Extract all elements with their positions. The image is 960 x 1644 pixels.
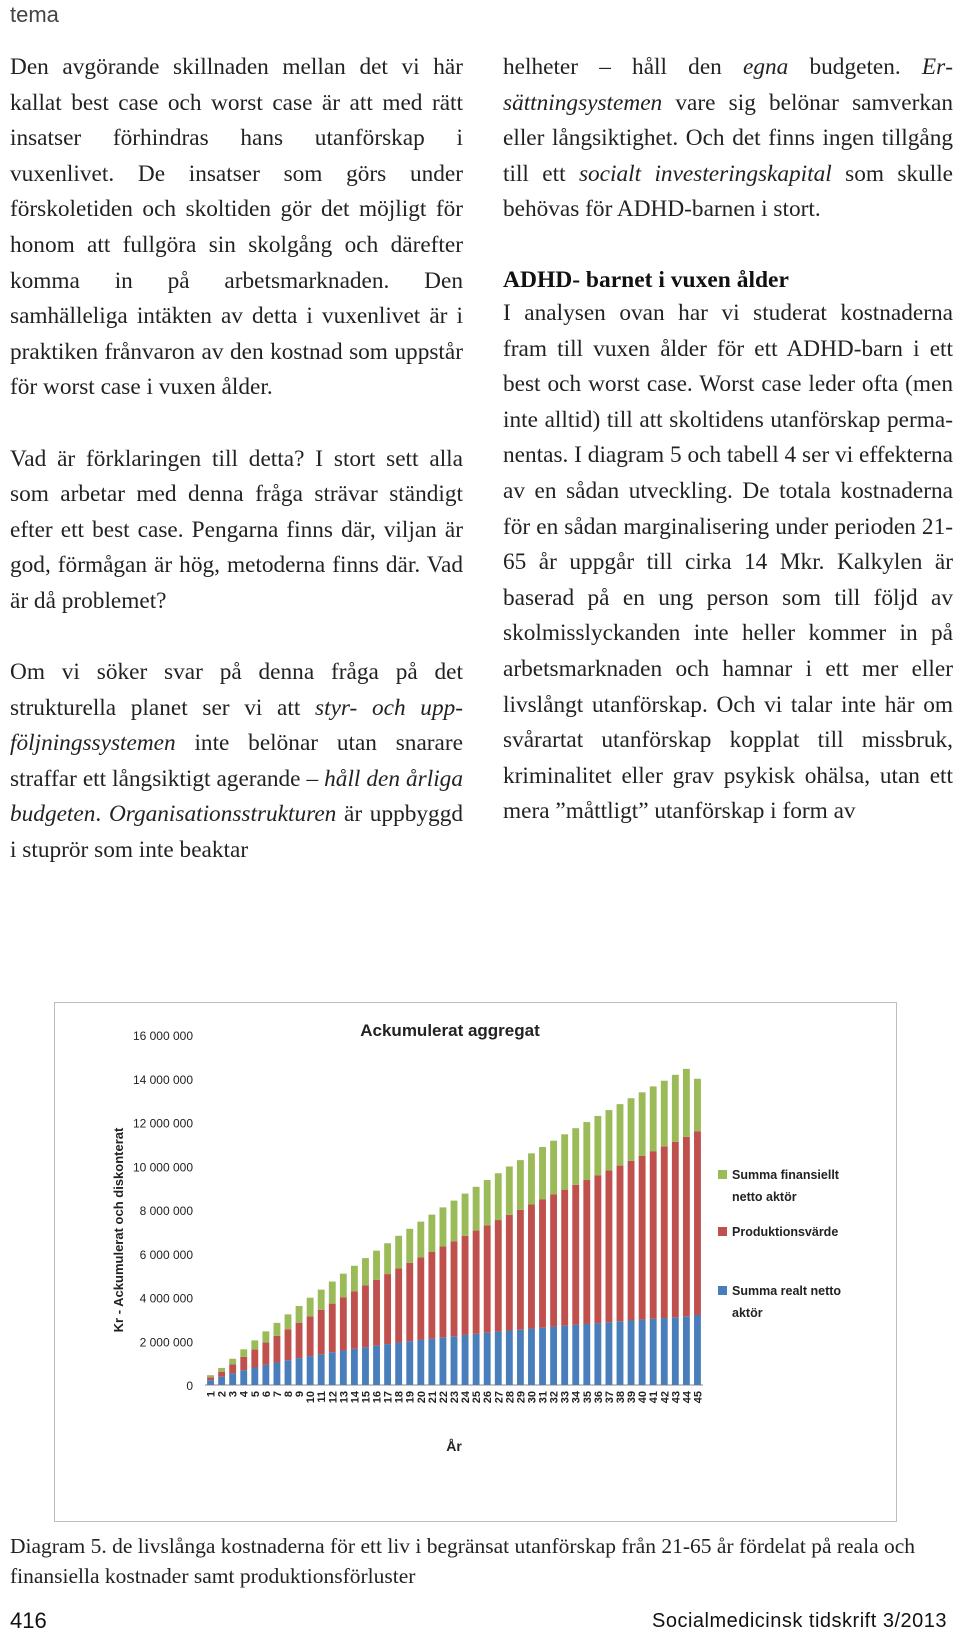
bar-segment — [451, 1241, 458, 1336]
bar-segment — [572, 1185, 579, 1325]
bar-segment — [207, 1375, 214, 1377]
x-tick-label: 36 — [592, 1391, 605, 1404]
x-tick-label: 17 — [382, 1391, 395, 1404]
stacked-bar-chart — [55, 1003, 896, 1521]
bar-segment — [650, 1319, 657, 1385]
bar-segment — [672, 1142, 679, 1317]
bar-segment — [373, 1280, 380, 1346]
bar-segment — [240, 1370, 247, 1385]
bar-segment — [218, 1372, 225, 1377]
bar-segment — [594, 1175, 601, 1323]
bar-segment — [318, 1354, 325, 1385]
x-tick-label: 44 — [681, 1391, 694, 1404]
bar-segment — [506, 1331, 513, 1385]
bar-segment — [517, 1160, 524, 1210]
bar-segment — [550, 1141, 557, 1195]
bar-segment — [539, 1147, 546, 1200]
bar-segment — [373, 1346, 380, 1385]
emphasis-socialt-kapital: socialt investeringskapital — [578, 160, 832, 187]
bar-segment — [440, 1247, 447, 1338]
bar-segment — [406, 1263, 413, 1341]
bar-segment — [473, 1231, 480, 1334]
x-tick-label: 31 — [537, 1391, 550, 1404]
legend-swatch — [718, 1227, 727, 1236]
bar-segment — [550, 1327, 557, 1385]
bar-segment — [473, 1187, 480, 1231]
x-tick-label: 33 — [559, 1391, 572, 1404]
bar-segment — [351, 1291, 358, 1348]
bar-segment — [274, 1362, 281, 1385]
bar-segment — [207, 1380, 214, 1385]
x-tick-label: 6 — [260, 1391, 273, 1398]
x-tick-label: 3 — [227, 1391, 240, 1398]
x-tick-label: 19 — [404, 1391, 417, 1404]
bar-segment — [628, 1320, 635, 1385]
bar-segment — [650, 1151, 657, 1319]
bar-segment — [694, 1131, 701, 1315]
bar-segment — [650, 1086, 657, 1151]
bar-segment — [440, 1337, 447, 1385]
text-run: inte belönar utan snarare straffar ett långsiktigt agerande – — [10, 730, 463, 792]
legend-swatch — [718, 1170, 727, 1179]
left-paragraph-1: Den avgörande skillnaden mellan det vi här kallat best case och worst case är att med rätt insatser förhindras hans utanförskap i vuxenlivet. De insatser som görs under förskoletiden och skoltiden gör det möjligt för honom att fullgöra sin skolgång och därefter komma in på arbetsmarknaden. Den samhälleliga intäkten av detta i vuxenlivet är i praktiken frånvaron av den kostnad som uppstår för worst case i vuxen ålder. — [10, 54, 463, 401]
bar-segment — [495, 1173, 502, 1220]
bar-segment — [417, 1222, 424, 1258]
bar-segment — [517, 1330, 524, 1385]
x-tick-label: 28 — [504, 1391, 517, 1404]
bar-segment — [395, 1236, 402, 1269]
bar-segment — [351, 1266, 358, 1292]
x-tick-label: 5 — [249, 1391, 262, 1398]
bar-segment — [240, 1357, 247, 1371]
bar-segment — [661, 1081, 668, 1147]
bar-segment — [628, 1098, 635, 1161]
bar-segment — [561, 1326, 568, 1385]
bar-segment — [628, 1161, 635, 1321]
legend-label: Summa realt netto aktör — [732, 1284, 842, 1320]
bar-segment — [506, 1215, 513, 1331]
bar-segment — [296, 1358, 303, 1385]
bar-segment — [661, 1318, 668, 1385]
x-tick-label: 9 — [294, 1391, 307, 1398]
section-tag: tema — [10, 2, 59, 27]
y-tick-label: 12 000 000 — [132, 1116, 193, 1131]
bar-segment — [340, 1298, 347, 1351]
x-tick-label: 29 — [515, 1391, 528, 1404]
bar-segment — [583, 1180, 590, 1324]
bar-segment — [395, 1268, 402, 1342]
x-tick-label: 18 — [393, 1391, 406, 1404]
bar-segment — [318, 1290, 325, 1310]
y-tick-label: 8 000 000 — [139, 1204, 193, 1218]
y-tick-label: 14 000 000 — [132, 1072, 193, 1087]
bar-segment — [451, 1201, 458, 1242]
bar-segment — [528, 1329, 535, 1385]
bar-segment — [362, 1258, 369, 1285]
bar-segment — [528, 1153, 535, 1204]
bar-segment — [594, 1116, 601, 1175]
x-tick-label: 23 — [449, 1391, 461, 1404]
bar-segment — [329, 1282, 336, 1304]
x-tick-label: 12 — [327, 1391, 340, 1404]
bar-segment — [694, 1315, 701, 1385]
bar-segment — [329, 1304, 336, 1353]
left-paragraph-3 — [10, 655, 463, 869]
bar-segment — [229, 1373, 236, 1385]
bar-segment — [683, 1137, 690, 1316]
y-tick-label: 10 000 000 — [132, 1160, 193, 1175]
bar-segment — [606, 1110, 613, 1170]
bar-segment — [428, 1339, 435, 1385]
x-tick-label: 43 — [670, 1391, 683, 1404]
bar-segment — [406, 1341, 413, 1385]
bar-segment — [539, 1200, 546, 1328]
bar-segment — [683, 1069, 690, 1137]
x-tick-label: 35 — [581, 1391, 594, 1404]
bar-segment — [451, 1336, 458, 1385]
bar-segment — [318, 1310, 325, 1354]
y-tick-label: 0 — [186, 1379, 193, 1393]
journal-name: Socialmedicinsk tidskrift 3/2013 — [651, 1610, 947, 1632]
bar-segment — [462, 1194, 469, 1236]
bar-segment — [428, 1252, 435, 1339]
bar-segment — [362, 1347, 369, 1385]
bar-segment — [639, 1320, 646, 1385]
x-tick-label: 21 — [426, 1391, 439, 1404]
y-tick-label: 2 000 000 — [139, 1335, 193, 1350]
bar-segment — [307, 1356, 314, 1385]
x-tick-label: 4 — [238, 1391, 251, 1398]
x-tick-label: 11 — [316, 1391, 329, 1403]
x-tick-label: 32 — [548, 1391, 561, 1404]
bar-segment — [672, 1075, 679, 1142]
y-axis-label: Kr - Ackumulerat och diskonterat — [111, 1127, 126, 1333]
bar-segment — [672, 1317, 679, 1385]
bar-segment — [583, 1122, 590, 1180]
bar-segment — [428, 1215, 435, 1252]
bar-segment — [617, 1321, 624, 1385]
bar-segment — [274, 1323, 281, 1336]
emphasis-organisation: Organisationsstrukturen — [108, 801, 337, 828]
bar-segment — [406, 1229, 413, 1263]
bar-segment — [285, 1314, 292, 1329]
bar-segment — [462, 1236, 469, 1335]
bar-segment — [561, 1190, 568, 1326]
bar-segment — [340, 1350, 347, 1385]
bar-segment — [229, 1359, 236, 1364]
bar-segment — [218, 1368, 225, 1372]
bar-segment — [329, 1352, 336, 1385]
text-run: budgeten. — [788, 54, 922, 80]
x-tick-label: 8 — [283, 1391, 295, 1398]
bar-segment — [207, 1377, 214, 1380]
x-tick-label: 40 — [637, 1391, 650, 1404]
bar-segment — [606, 1170, 613, 1322]
chart-title: Ackumulerat aggregat — [360, 1021, 540, 1040]
left-column — [10, 50, 463, 869]
text-run: är uppbyggd i stuprör som inte beaktar — [10, 801, 463, 864]
text-run: . — [95, 801, 109, 828]
x-tick-label: 42 — [659, 1391, 672, 1404]
bar-segment — [484, 1180, 491, 1225]
bar-segment — [594, 1323, 601, 1385]
legend-label: Summa finansiellt netto aktör — [732, 1168, 839, 1204]
bar-segment — [285, 1360, 292, 1385]
x-axis-label: År — [446, 1438, 462, 1454]
bar-segment — [417, 1340, 424, 1385]
x-tick-label: 10 — [305, 1391, 318, 1404]
bar-segment — [528, 1205, 535, 1329]
x-tick-label: 45 — [692, 1391, 705, 1404]
bar-segment — [617, 1166, 624, 1322]
right-paragraph-1 — [503, 50, 953, 228]
bar-segment — [495, 1220, 502, 1332]
bar-segment — [539, 1328, 546, 1385]
bar-segment — [285, 1329, 292, 1360]
emphasis-ersattning: Ersättningsystemen — [503, 54, 953, 116]
bar-segment — [506, 1166, 513, 1214]
x-tick-label: 25 — [471, 1391, 484, 1404]
bar-segment — [572, 1128, 579, 1185]
x-tick-label: 16 — [371, 1391, 384, 1404]
bar-segment — [395, 1343, 402, 1385]
emphasis-styr-system: styr- och uppföljningssystemen — [10, 694, 464, 757]
x-tick-label: 41 — [648, 1391, 661, 1404]
legend-swatch — [718, 1286, 727, 1295]
bar-segment — [694, 1079, 701, 1132]
text-run: helheter – håll den — [503, 54, 744, 80]
x-tick-label: 24 — [460, 1391, 473, 1404]
bar-segment — [484, 1225, 491, 1332]
text-run: som skulle behövas för ADHD-barnen i stort. — [503, 160, 954, 223]
bar-segment — [240, 1349, 247, 1356]
bar-segment — [362, 1285, 369, 1347]
bar-segment — [639, 1156, 646, 1320]
bar-segment — [251, 1368, 258, 1386]
bar-segment — [617, 1104, 624, 1165]
bar-segment — [262, 1343, 269, 1365]
y-tick-label: 6 000 000 — [139, 1247, 193, 1262]
x-tick-label: 39 — [626, 1391, 639, 1404]
bar-segment — [307, 1316, 314, 1356]
right-paragraph-2: I analysen ovan har vi studerat kostnaderna fram till vuxen ålder för ett ADHD-barn i ett best och worst case. Worst case leder ofta (men inte alltid) till att skoltidens utanförskap permanentas. I diagram 5 och tabell 4 ser vi effekterna av en sådan utveckling. De totala kostnaderna för en sådan marginalisering under perioden 21- 65 år uppgår till cirka 14 Mkr. Kalkylen är baserad på en ung person som till följd av skolmisslyckanden inte heller kommer in på arbetsmarknaden och hamnar i ett mer eller livslångt utanförskap. Och vi talar inte här om svårartat utanförskap kopplat till missbruk, kriminalitet eller grav psykisk ohälsa, utan ett mera ”måttligt” utanförskap i form av — [503, 299, 953, 825]
x-tick-label: 20 — [415, 1391, 428, 1404]
text-run: vare sig belönar samverkan eller långsiktighet. Och det finns ingen tillgång till ett — [503, 89, 953, 187]
bar-segment — [606, 1322, 613, 1385]
x-tick-label: 2 — [216, 1391, 229, 1398]
x-tick-label: 14 — [349, 1391, 362, 1404]
x-tick-label: 13 — [338, 1391, 351, 1404]
bar-segment — [262, 1365, 269, 1385]
bar-segment — [473, 1334, 480, 1385]
bar-segment — [384, 1243, 391, 1274]
bar-segment — [572, 1325, 579, 1385]
bar-segment — [462, 1335, 469, 1385]
emphasis-budget: håll den årliga budgeten — [10, 765, 463, 828]
bar-segment — [351, 1349, 358, 1385]
x-tick-label: 1 — [205, 1391, 218, 1398]
section-heading: ADHD- barnet i vuxen ålder — [503, 266, 789, 293]
bar-segment — [296, 1323, 303, 1358]
bar-segment — [550, 1194, 557, 1326]
bar-segment — [683, 1316, 690, 1385]
y-tick-label: 4 000 000 — [139, 1291, 193, 1306]
chart-frame — [54, 1002, 897, 1522]
x-tick-label: 22 — [437, 1391, 450, 1404]
bar-segment — [296, 1306, 303, 1323]
bar-segment — [384, 1274, 391, 1344]
left-paragraph-2: Vad är förklaringen till detta? I stort sett alla som arbetar med denna fråga strävar ständigt efter ett best case. Pengarna finns där, viljan är god, förmågan är hög, metoderna finns där. Vad är då problemet? — [10, 445, 463, 614]
x-tick-label: 27 — [493, 1391, 506, 1404]
bar-segment — [307, 1298, 314, 1317]
bar-segment — [251, 1340, 258, 1349]
bar-segment — [274, 1336, 281, 1363]
x-tick-label: 37 — [603, 1391, 616, 1404]
x-tick-label: 34 — [570, 1391, 583, 1404]
bar-segment — [495, 1332, 502, 1385]
bar-segment — [373, 1251, 380, 1280]
x-tick-label: 7 — [271, 1391, 284, 1398]
emphasis-egna: egna — [743, 54, 789, 80]
bar-segment — [251, 1350, 258, 1368]
bar-segment — [484, 1333, 491, 1385]
legend-label: Produktionsvärde — [732, 1225, 839, 1239]
text-run: Om vi söker svar på denna fråga på det strukturella planet ser vi att — [10, 659, 463, 721]
bar-segment — [262, 1331, 269, 1342]
bar-segment — [218, 1377, 225, 1385]
x-tick-label: 30 — [526, 1391, 539, 1404]
bar-segment — [517, 1210, 524, 1330]
page-number: 416 — [10, 1608, 47, 1633]
bar-segment — [440, 1207, 447, 1246]
right-column — [503, 50, 953, 830]
y-tick-label: 16 000 000 — [132, 1029, 193, 1043]
bar-segment — [340, 1274, 347, 1298]
bar-segment — [384, 1344, 391, 1385]
bar-segment — [583, 1324, 590, 1385]
bar-segment — [417, 1257, 424, 1339]
bar-segment — [661, 1147, 668, 1319]
bar-segment — [639, 1092, 646, 1156]
figure-caption: Diagram 5. de livslånga kostnaderna för ett liv i begränsat utanförskap från 21-65 år fördelat på reala och finansiella kostnader samt produktionsförluster — [10, 1534, 916, 1588]
x-tick-label: 15 — [360, 1391, 373, 1404]
bar-segment — [561, 1134, 568, 1189]
x-tick-label: 26 — [482, 1391, 495, 1404]
x-tick-label: 38 — [615, 1391, 627, 1404]
bar-segment — [229, 1364, 236, 1373]
